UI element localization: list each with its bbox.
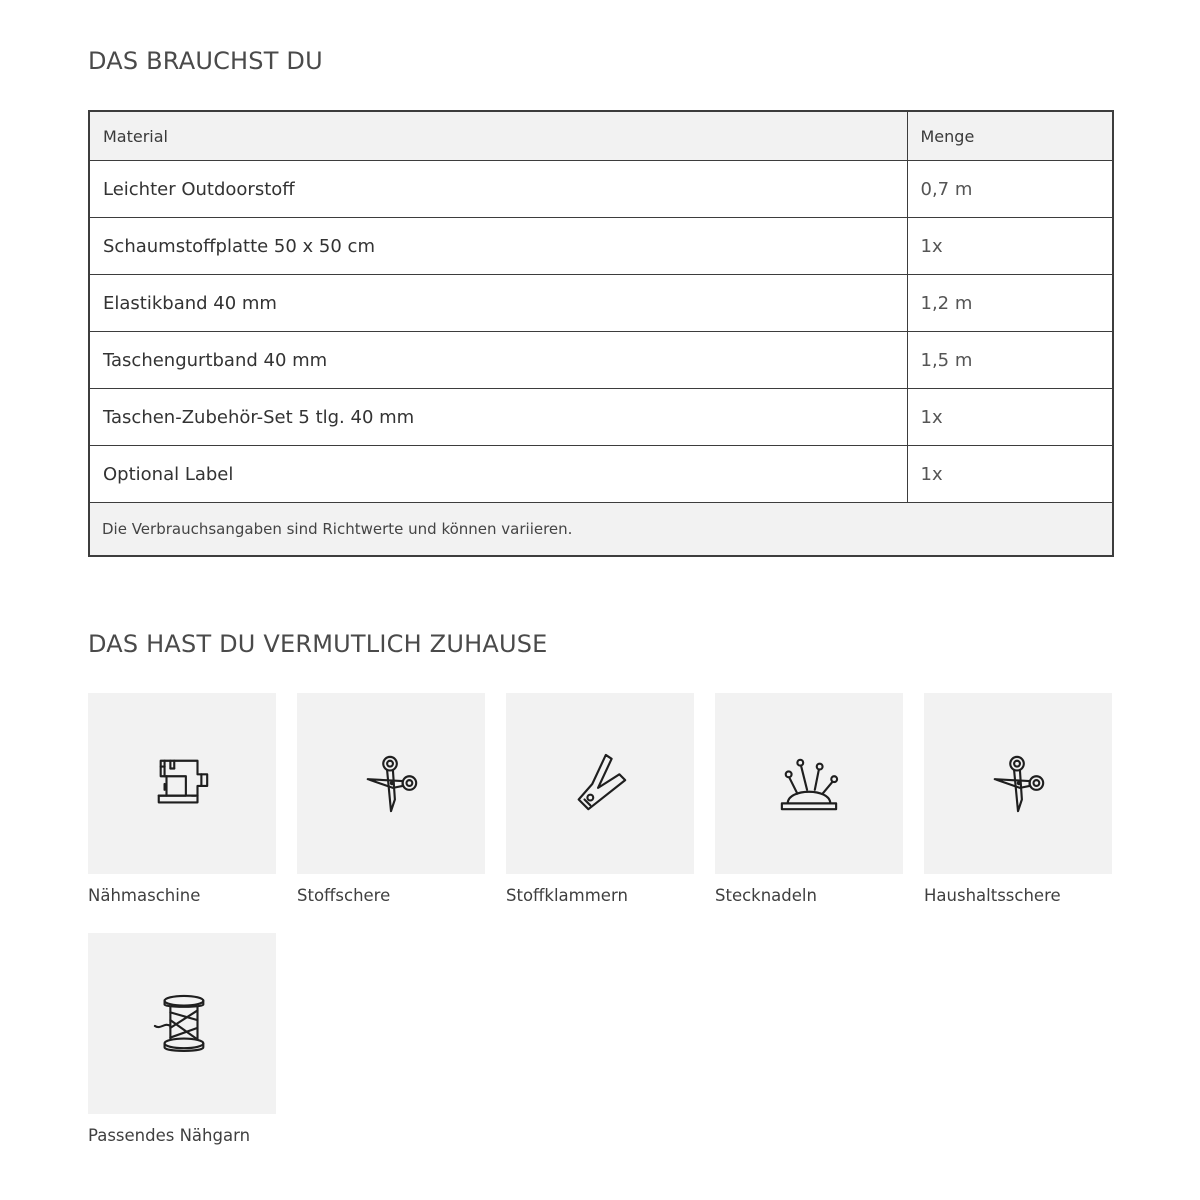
header-material: Material — [89, 111, 907, 161]
quantity-cell: 0,7 m — [907, 161, 1113, 218]
table-row — [89, 389, 1113, 446]
table-row — [89, 218, 1113, 275]
tool-card-household-scissors — [924, 693, 1112, 905]
tool-tile — [924, 693, 1112, 874]
tool-label: Nähmaschine — [88, 886, 201, 905]
fabric-clip-icon — [569, 753, 631, 815]
tool-label: Passendes Nähgarn — [88, 1126, 251, 1145]
tool-tile — [297, 693, 485, 874]
tool-tile — [88, 693, 276, 874]
quantity-cell: 1,2 m — [907, 275, 1113, 332]
quantity-cell: 1x — [907, 446, 1113, 503]
tool-card-sewing-machine — [88, 693, 276, 905]
table-row — [89, 446, 1113, 503]
material-cell: Optional Label — [89, 446, 907, 503]
material-cell: Schaumstoffplatte 50 x 50 cm — [89, 218, 907, 275]
table-footnote: Die Verbrauchsangaben sind Richtwerte und können variieren. — [89, 503, 1113, 557]
material-cell: Taschen-Zubehör-Set 5 tlg. 40 mm — [89, 389, 907, 446]
tool-tile — [506, 693, 694, 874]
scissors-icon — [987, 753, 1049, 815]
quantity-cell: 1x — [907, 218, 1113, 275]
material-cell: Leichter Outdoorstoff — [89, 161, 907, 218]
tool-label: Haushaltsschere — [924, 886, 1061, 905]
tool-label: Stecknadeln — [715, 886, 817, 905]
pincushion-icon — [778, 753, 840, 815]
thread-spool-icon — [151, 993, 213, 1055]
material-cell: Taschengurtband 40 mm — [89, 332, 907, 389]
tool-card-fabric-clips — [506, 693, 694, 905]
tool-card-thread — [88, 933, 276, 1145]
section-title-needed: DAS BRAUCHST DU — [88, 47, 323, 75]
quantity-cell: 1x — [907, 389, 1113, 446]
tool-label: Stoffklammern — [506, 886, 628, 905]
quantity-cell: 1,5 m — [907, 332, 1113, 389]
tool-tile — [88, 933, 276, 1114]
section-title-home: DAS HAST DU VERMUTLICH ZUHAUSE — [88, 630, 548, 658]
table-footnote-row — [89, 503, 1113, 557]
tool-card-fabric-scissors — [297, 693, 485, 905]
scissors-icon — [360, 753, 422, 815]
tool-label: Stoffschere — [297, 886, 391, 905]
sewing-machine-icon — [151, 753, 213, 815]
table-header-row — [89, 111, 1113, 161]
table-row — [89, 275, 1113, 332]
material-cell: Elastikband 40 mm — [89, 275, 907, 332]
tool-card-pins — [715, 693, 903, 905]
table-row — [89, 161, 1113, 218]
materials-table — [88, 110, 1114, 557]
tools-grid — [88, 693, 1112, 1153]
table-row — [89, 332, 1113, 389]
header-quantity: Menge — [907, 111, 1113, 161]
tool-tile — [715, 693, 903, 874]
